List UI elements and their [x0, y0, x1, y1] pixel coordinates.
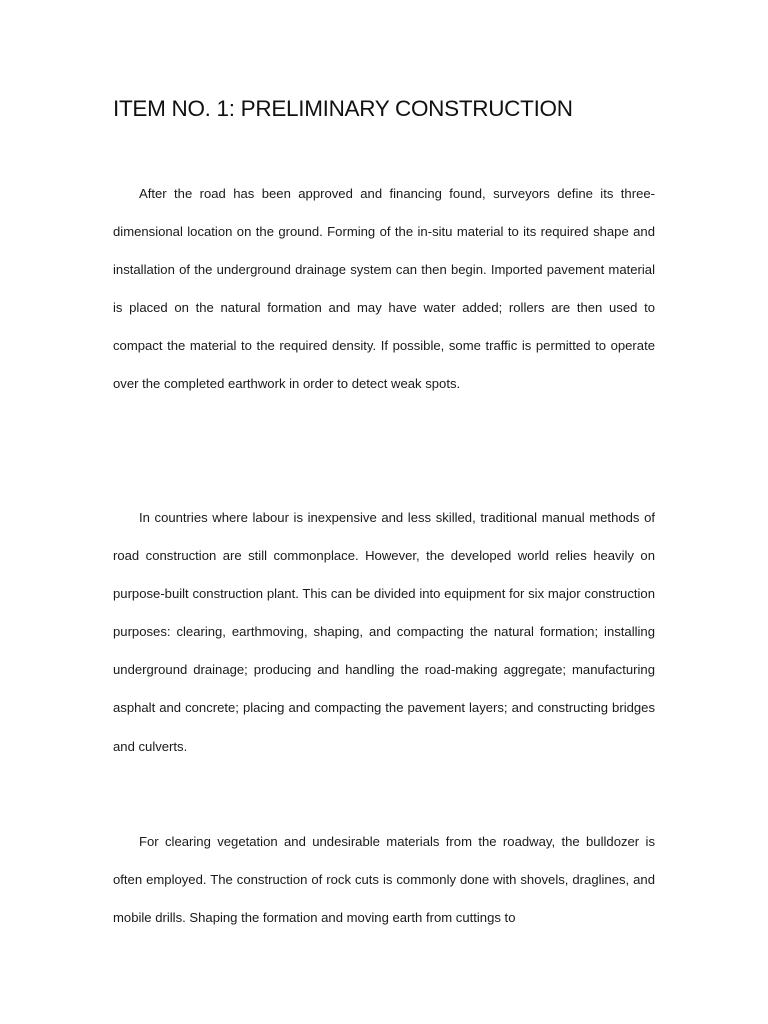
paragraph-clearing-equipment: For clearing vegetation and undesirable materials from the roadway, the bulldozer is often employed. The construction of rock cuts is commonly done with shovels, draglines, and mobile drills. Shaping the formation and moving earth from cuttings to: [113, 834, 655, 926]
paragraph-site-preparation: After the road has been approved and financing found, surveyors define its three-dimensional location on the ground. Forming of the in-situ material to its required shape and installation of the underground drainage system can then begin. Imported pavement material is placed on the natural formation and may have water added; rollers are then used to compact the material to the required density. If possible, some traffic is permitted to operate over the completed earthwork in order to detect weak spots.: [113, 186, 655, 392]
paragraph-construction-methods: In countries where labour is inexpensive and less skilled, traditional manual methods of road construction are still commonplace. However, the developed world relies heavily on purpose-built construction plant. This can be divided into equipment for six major construction purposes: clearing, earthmoving, shaping, and compacting the natural formation; installing underground drainage; producing and handling the road-making aggregate; manufacturing asphalt and concrete; placing and compacting the pavement layers; and constructing bridges and culverts.: [113, 510, 655, 754]
section-heading: ITEM NO. 1: PRELIMINARY CONSTRUCTION: [113, 96, 573, 121]
